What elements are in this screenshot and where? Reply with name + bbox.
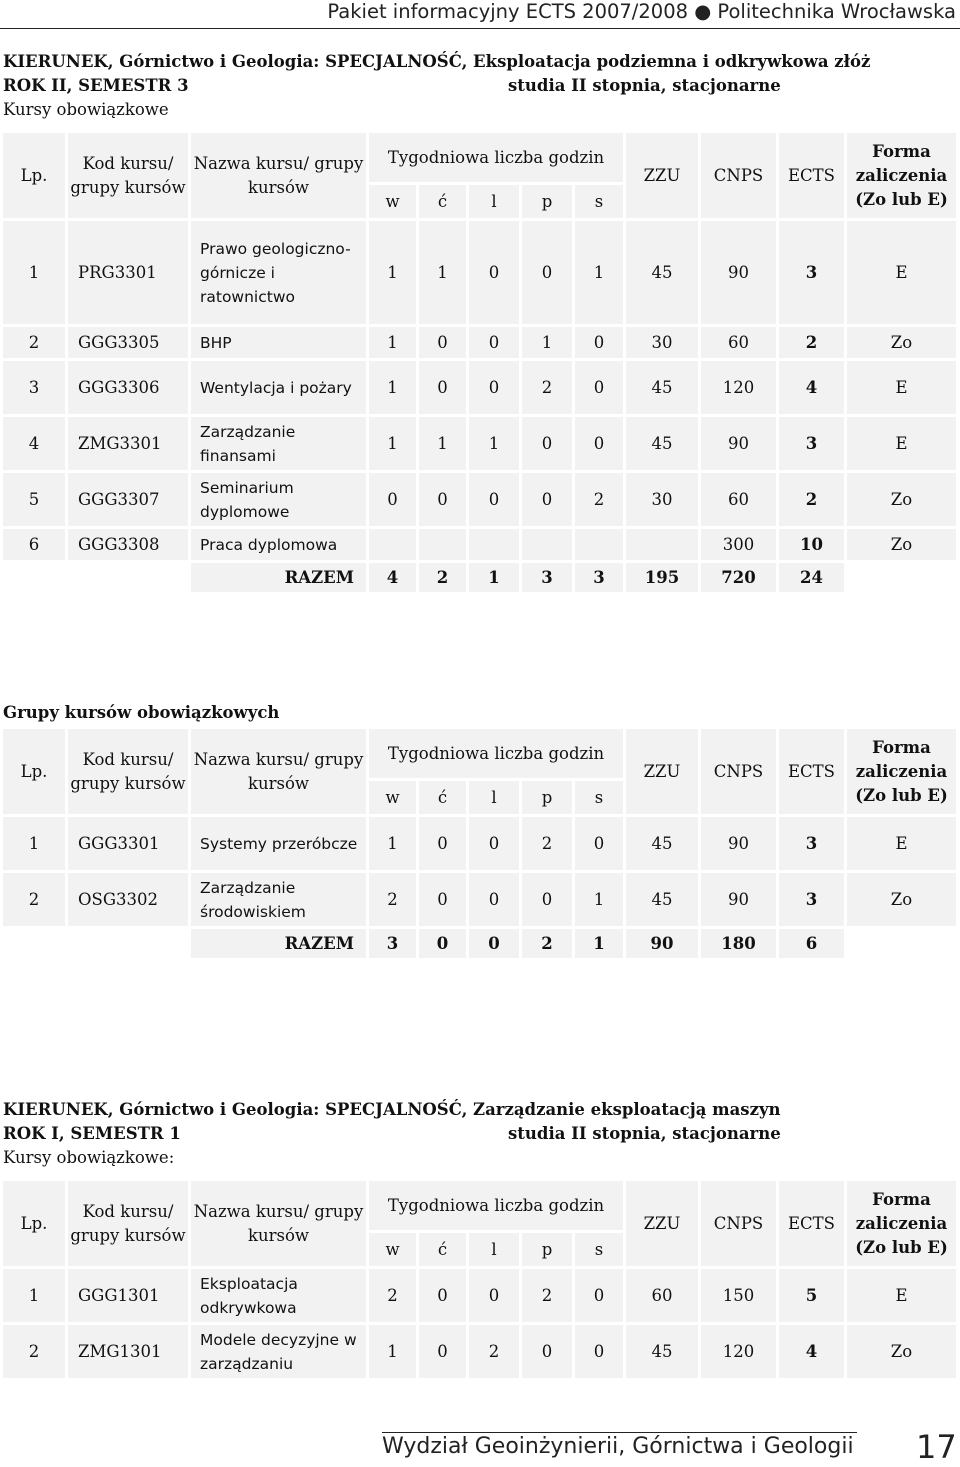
- row-w: 1: [369, 361, 416, 414]
- row-p: 2: [522, 1269, 572, 1322]
- row-ects: 4: [779, 1325, 844, 1378]
- row-nazwa: Wentylacja i pożary: [191, 361, 366, 414]
- row-ects: 10: [779, 529, 844, 560]
- row-l: 0: [469, 327, 519, 358]
- header-l: l: [469, 1233, 519, 1266]
- row-zzu: 45: [626, 361, 698, 414]
- row-nazwa: Seminarium dyplomowe: [191, 473, 366, 526]
- row-kod: GGG1301: [68, 1269, 188, 1322]
- row-nazwa: BHP: [191, 327, 366, 358]
- row-cnps: 90: [701, 817, 776, 870]
- row-zzu: 45: [626, 873, 698, 926]
- section3-info: [3, 1098, 953, 1170]
- header-zzu: ZZU: [626, 1181, 698, 1266]
- section1-kursy: Kursy obowiązkowe: [3, 100, 169, 119]
- section3-kursy: Kursy obowiązkowe:: [3, 1148, 175, 1167]
- row-zzu: 45: [626, 417, 698, 470]
- row-nazwa: Prawo geologiczno-górnicze i ratownictwo: [191, 221, 366, 324]
- section1-rok: ROK II, SEMESTR 3: [3, 76, 189, 95]
- header-s: s: [575, 185, 623, 218]
- row-forma: Zo: [847, 327, 956, 358]
- row-s: 0: [575, 817, 623, 870]
- row-c: 0: [419, 1269, 466, 1322]
- row-cnps: 90: [701, 417, 776, 470]
- row-zzu: 30: [626, 327, 698, 358]
- header-p: p: [522, 781, 572, 814]
- section3-rok-line: [3, 1122, 953, 1146]
- row-nazwa: Systemy przeróbcze: [191, 817, 366, 870]
- section1-info: [3, 50, 953, 122]
- row-zzu: 45: [626, 1325, 698, 1378]
- row-forma: Zo: [847, 873, 956, 926]
- section1-studia: studia II stopnia, stacjonarne: [508, 76, 781, 95]
- row-kod: ZMG1301: [68, 1325, 188, 1378]
- row-lp: 1: [3, 221, 65, 324]
- header-ects: ECTS: [779, 729, 844, 814]
- row-zzu: 30: [626, 473, 698, 526]
- row-lp: 2: [3, 873, 65, 926]
- row-kod: GGG3308: [68, 529, 188, 560]
- row-ects: 3: [779, 873, 844, 926]
- header-ects: ECTS: [779, 133, 844, 218]
- header-nazwa-kursu: Nazwa kursu/ grupy kursów: [191, 729, 366, 814]
- row-w: 2: [369, 1269, 416, 1322]
- row-l: 0: [469, 473, 519, 526]
- row-p: [522, 529, 572, 560]
- page-number: 17: [916, 1428, 957, 1466]
- row-forma: Zo: [847, 1325, 956, 1378]
- total-s: 1: [575, 929, 623, 958]
- page-header: Pakiet informacyjny ECTS 2007/2008 ● Politechnika Wrocławska: [327, 0, 956, 23]
- total-cnps: 720: [701, 563, 776, 592]
- row-lp: 6: [3, 529, 65, 560]
- header-lp: Lp.: [3, 729, 65, 814]
- total-c: 0: [419, 929, 466, 958]
- total-p: 2: [522, 929, 572, 958]
- row-p: 1: [522, 327, 572, 358]
- row-cnps: 150: [701, 1269, 776, 1322]
- row-cnps: 90: [701, 873, 776, 926]
- header-lp: Lp.: [3, 133, 65, 218]
- row-cnps: 300: [701, 529, 776, 560]
- header-cnps: CNPS: [701, 133, 776, 218]
- row-c: [419, 529, 466, 560]
- row-p: 0: [522, 473, 572, 526]
- row-c: 1: [419, 417, 466, 470]
- total-w: 4: [369, 563, 416, 592]
- row-nazwa: Modele decyzyjne w zarządzaniu: [191, 1325, 366, 1378]
- row-kod: GGG3305: [68, 327, 188, 358]
- row-kod: GGG3301: [68, 817, 188, 870]
- row-s: 0: [575, 1325, 623, 1378]
- row-l: 1: [469, 417, 519, 470]
- row-ects: 2: [779, 327, 844, 358]
- row-s: 1: [575, 221, 623, 324]
- row-p: 0: [522, 873, 572, 926]
- row-s: 0: [575, 1269, 623, 1322]
- header-c: ć: [419, 781, 466, 814]
- row-kod: ZMG3301: [68, 417, 188, 470]
- header-cnps: CNPS: [701, 1181, 776, 1266]
- header-s: s: [575, 781, 623, 814]
- row-l: 0: [469, 1269, 519, 1322]
- header-forma: Forma zaliczenia (Zo lub E): [847, 1181, 956, 1266]
- footer-faculty: Wydział Geoinżynierii, Górnictwa i Geologii: [382, 1434, 854, 1459]
- row-forma: Zo: [847, 529, 956, 560]
- total-zzu: 90: [626, 929, 698, 958]
- row-w: 0: [369, 473, 416, 526]
- row-l: 0: [469, 817, 519, 870]
- row-c: 0: [419, 873, 466, 926]
- row-c: 0: [419, 327, 466, 358]
- section3-studia: studia II stopnia, stacjonarne: [508, 1124, 781, 1143]
- total-w: 3: [369, 929, 416, 958]
- total-zzu: 195: [626, 563, 698, 592]
- header-kod-kursu: Kod kursu/ grupy kursów: [68, 1181, 188, 1266]
- section1-kierunek: KIERUNEK, Górnictwo i Geologia: SPECJALNOŚĆ, Eksploatacja podziemna i odkrywkowa złóż: [3, 52, 871, 71]
- row-zzu: 60: [626, 1269, 698, 1322]
- row-forma: E: [847, 1269, 956, 1322]
- row-lp: 4: [3, 417, 65, 470]
- row-c: 0: [419, 361, 466, 414]
- total-p: 3: [522, 563, 572, 592]
- total-s: 3: [575, 563, 623, 592]
- header-tygodniowa: Tygodniowa liczba godzin: [369, 729, 623, 778]
- row-ects: 3: [779, 221, 844, 324]
- row-lp: 5: [3, 473, 65, 526]
- row-w: 1: [369, 417, 416, 470]
- section3-kierunek: KIERUNEK, Górnictwo i Geologia: SPECJALNOŚĆ, Zarządzanie eksploatacją maszyn: [3, 1100, 781, 1119]
- row-kod: OSG3302: [68, 873, 188, 926]
- section2-title: Grupy kursów obowiązkowych: [3, 703, 280, 722]
- row-s: [575, 529, 623, 560]
- header-l: l: [469, 781, 519, 814]
- header-w: w: [369, 185, 416, 218]
- header-kod-kursu: Kod kursu/ grupy kursów: [68, 729, 188, 814]
- row-p: 0: [522, 1325, 572, 1378]
- header-lp: Lp.: [3, 1181, 65, 1266]
- total-cnps: 180: [701, 929, 776, 958]
- header-nazwa-kursu: Nazwa kursu/ grupy kursów: [191, 133, 366, 218]
- header-c: ć: [419, 1233, 466, 1266]
- header-l: l: [469, 185, 519, 218]
- row-l: [469, 529, 519, 560]
- row-c: 0: [419, 473, 466, 526]
- row-nazwa: Praca dyplomowa: [191, 529, 366, 560]
- row-zzu: [626, 529, 698, 560]
- row-cnps: 90: [701, 221, 776, 324]
- row-p: 0: [522, 417, 572, 470]
- row-forma: Zo: [847, 473, 956, 526]
- row-nazwa: Zarządzanie finansami: [191, 417, 366, 470]
- row-nazwa: Eksploatacja odkrywkowa: [191, 1269, 366, 1322]
- row-p: 2: [522, 817, 572, 870]
- footer-rule: [382, 1432, 857, 1433]
- header-w: w: [369, 781, 416, 814]
- row-l: 2: [469, 1325, 519, 1378]
- section1-rok-line: [3, 74, 953, 98]
- section3-rok: ROK I, SEMESTR 1: [3, 1124, 181, 1143]
- header-s: s: [575, 1233, 623, 1266]
- row-nazwa: Zarządzanie środowiskiem: [191, 873, 366, 926]
- header-rule: [0, 28, 960, 29]
- row-lp: 2: [3, 1325, 65, 1378]
- row-s: 0: [575, 361, 623, 414]
- row-lp: 1: [3, 1269, 65, 1322]
- header-kod-kursu: Kod kursu/ grupy kursów: [68, 133, 188, 218]
- header-zzu: ZZU: [626, 729, 698, 814]
- row-ects: 3: [779, 417, 844, 470]
- row-s: 0: [575, 327, 623, 358]
- row-cnps: 60: [701, 473, 776, 526]
- row-kod: GGG3307: [68, 473, 188, 526]
- row-l: 0: [469, 873, 519, 926]
- row-w: 1: [369, 221, 416, 324]
- row-forma: E: [847, 221, 956, 324]
- row-lp: 1: [3, 817, 65, 870]
- total-ects: 24: [779, 563, 844, 592]
- total-l: 1: [469, 563, 519, 592]
- total-label: RAZEM: [191, 929, 366, 958]
- row-s: 2: [575, 473, 623, 526]
- row-l: 0: [469, 221, 519, 324]
- total-label: RAZEM: [191, 563, 366, 592]
- row-kod: GGG3306: [68, 361, 188, 414]
- row-p: 0: [522, 221, 572, 324]
- row-c: 0: [419, 817, 466, 870]
- row-zzu: 45: [626, 817, 698, 870]
- row-p: 2: [522, 361, 572, 414]
- row-w: 2: [369, 873, 416, 926]
- row-ects: 4: [779, 361, 844, 414]
- row-kod: PRG3301: [68, 221, 188, 324]
- row-w: [369, 529, 416, 560]
- total-l: 0: [469, 929, 519, 958]
- row-zzu: 45: [626, 221, 698, 324]
- row-s: 1: [575, 873, 623, 926]
- row-s: 0: [575, 417, 623, 470]
- header-p: p: [522, 1233, 572, 1266]
- total-ects: 6: [779, 929, 844, 958]
- row-forma: E: [847, 817, 956, 870]
- header-w: w: [369, 1233, 416, 1266]
- row-forma: E: [847, 361, 956, 414]
- row-cnps: 60: [701, 327, 776, 358]
- header-p: p: [522, 185, 572, 218]
- header-cnps: CNPS: [701, 729, 776, 814]
- row-w: 1: [369, 327, 416, 358]
- header-nazwa-kursu: Nazwa kursu/ grupy kursów: [191, 1181, 366, 1266]
- header-forma: Forma zaliczenia (Zo lub E): [847, 133, 956, 218]
- row-ects: 3: [779, 817, 844, 870]
- row-lp: 3: [3, 361, 65, 414]
- header-forma: Forma zaliczenia (Zo lub E): [847, 729, 956, 814]
- row-w: 1: [369, 1325, 416, 1378]
- row-w: 1: [369, 817, 416, 870]
- row-cnps: 120: [701, 361, 776, 414]
- row-forma: E: [847, 417, 956, 470]
- header-ects: ECTS: [779, 1181, 844, 1266]
- row-ects: 2: [779, 473, 844, 526]
- row-ects: 5: [779, 1269, 844, 1322]
- header-c: ć: [419, 185, 466, 218]
- header-tygodniowa: Tygodniowa liczba godzin: [369, 1181, 623, 1230]
- row-cnps: 120: [701, 1325, 776, 1378]
- header-zzu: ZZU: [626, 133, 698, 218]
- row-lp: 2: [3, 327, 65, 358]
- row-c: 0: [419, 1325, 466, 1378]
- header-tygodniowa: Tygodniowa liczba godzin: [369, 133, 623, 182]
- row-c: 1: [419, 221, 466, 324]
- row-l: 0: [469, 361, 519, 414]
- total-c: 2: [419, 563, 466, 592]
